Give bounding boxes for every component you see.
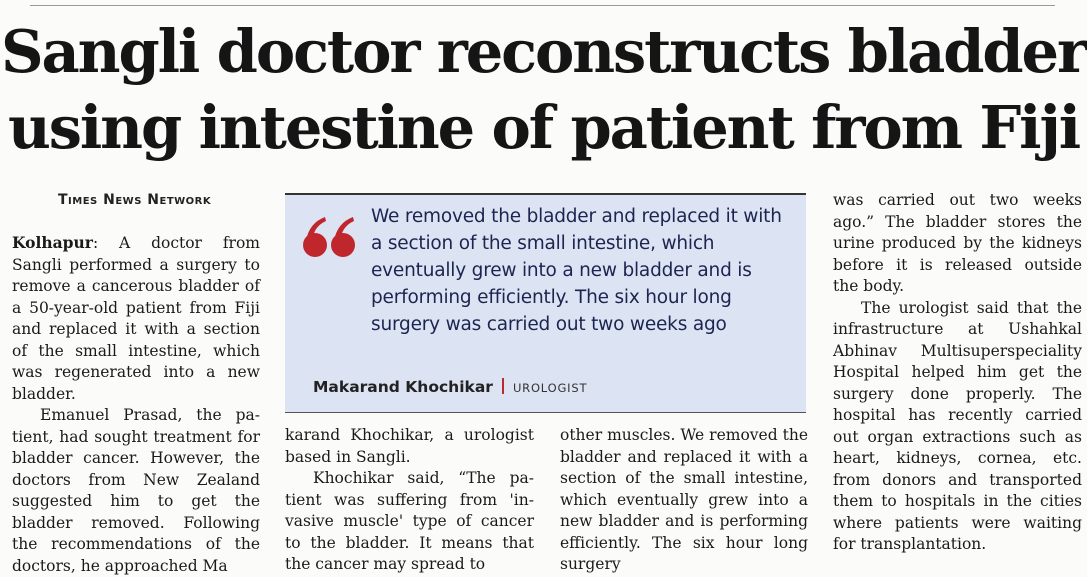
top-rule <box>30 5 1055 6</box>
attribution-divider <box>502 378 504 394</box>
article-paragraph-3-start: Khochikar said, “The patient was suffering from 'invasive muscle' type of cancer to the bladder. It means that the cancer may spread to <box>285 469 534 573</box>
article-paragraph-2-end: karand Khochikar, a urologist based in Sangli. <box>285 426 534 466</box>
pull-quote-attribution <box>313 377 587 396</box>
pull-quote-text: We removed the bladder and replaced it with a section of the small intestine, which eventually grew into a new bladder and is performing efficiently. The six hour long surgery was carried out two weeks ago <box>371 206 782 335</box>
article-paragraph-2-start: Emanuel Prasad, the patient, had sought treatment for bladder cancer. However, the doctors from New Zealand suggested him to get the bladder removed. Following the recommendations of the doctors, he approached Ma <box>12 406 260 575</box>
article-column-4 <box>833 190 1082 556</box>
article-paragraph-3-end: was carried out two weeks ago.” The bladder stores the urine produced by the kidneys before it is released outside the body. <box>833 191 1082 295</box>
article-paragraph-1 <box>12 232 260 405</box>
attribution-role: UROLOGIST <box>512 381 588 395</box>
article-column-1 <box>12 232 260 577</box>
article-paragraph-3-middle: other muscles. We removed the bladder and replaced it with a section of the small intestine, which eventually grew into a new bladder and is performing efficiently. The six hour long surgery <box>560 426 808 573</box>
byline: Times News Network <box>58 192 212 208</box>
headline-line-2: using intestine of patient from Fiji <box>7 93 1080 162</box>
paragraph-1-text: : A doctor from Sangli performed a surgery to remove a cancerous bladder of a 50-year-old patient from Fiji and replaced it with a section of the small intestine, which was regenerated into a new bladder. <box>12 234 260 403</box>
article-paragraph-4: The urologist said that the infrastructure at Ushahkal Abhinav Multisuperspeciality Hospital helped him get the surgery done properly. The hospital has recently carried out organ extractions such as heart, kidneys, cornea, etc. from donors and transported them to hospitals in the cities where patients were waiting for transplantation. <box>833 298 1082 553</box>
headline <box>0 14 1087 166</box>
attribution-name: Makarand Khochikar <box>313 378 493 396</box>
article-column-2 <box>285 425 534 576</box>
quote-marks-icon <box>301 207 357 263</box>
dateline: Kolhapur <box>12 233 93 252</box>
headline-line-1: Sangli doctor reconstructs bladder <box>1 17 1086 86</box>
pull-quote-box <box>285 193 806 413</box>
article-column-3 <box>560 425 808 576</box>
